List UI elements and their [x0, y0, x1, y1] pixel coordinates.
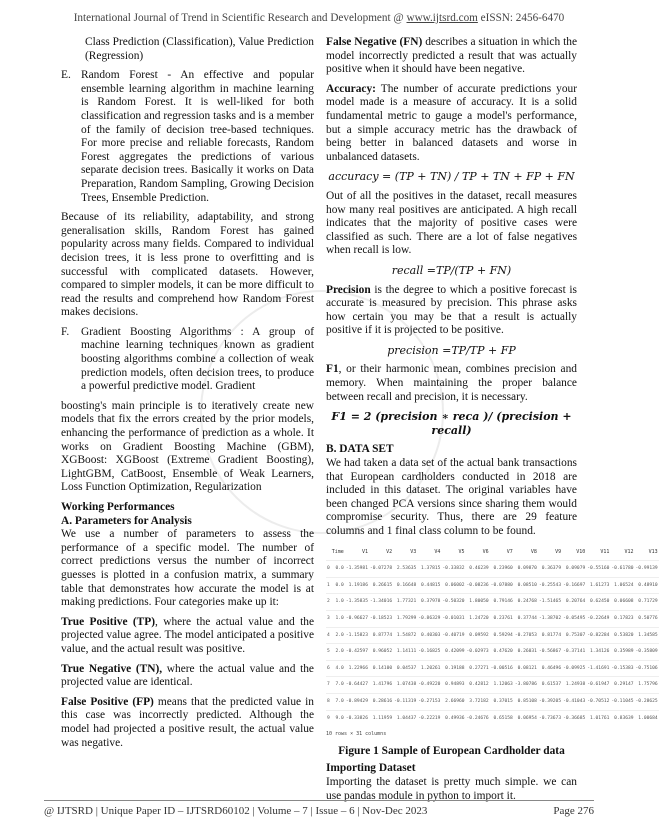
table-cell: 0.37978	[417, 594, 441, 611]
table-cell: -0.16825	[417, 644, 441, 661]
paragraph-true-negative	[61, 663, 314, 690]
table-cell: 0.09870	[514, 561, 538, 578]
table-cell: -0.99139	[635, 561, 659, 578]
table-column-header: V4	[434, 548, 441, 555]
table-cell: -0.27053	[514, 627, 538, 644]
table-cell: 0.26031	[514, 644, 538, 661]
table-cell: -1.51465	[538, 594, 562, 611]
list-text: Random Forest - An effective and popular ensemble learning algorithm in machine learning is Random Forest. It is well-liked for both classification and regression tasks and is a member of the family of decision tree-based techniques. For more precise and reliable forecasts, Random Forest aggregates the predictions of various separate decision trees. Basically it works on Data Preparation, Random Sampling, Growing Decision Trees, Ensemble Prediction.	[81, 69, 314, 204]
subsection-heading: B. DATA SET	[326, 443, 394, 456]
table-cell: 0.0	[331, 577, 345, 594]
table-cell: -0.08236	[466, 577, 490, 594]
table-cell: 0.06954	[514, 710, 538, 726]
table-cell: 1.24938	[562, 677, 586, 694]
subsection-heading: Importing Dataset	[326, 762, 416, 775]
table-cell: 0.87774	[369, 627, 393, 644]
table-cell: 0.65158	[490, 710, 514, 726]
table-cell: -1.15823	[345, 627, 369, 644]
table-cell: 1.19186	[345, 577, 369, 594]
table-cell: -0.89429	[345, 693, 369, 710]
table-cell: -0.02973	[466, 644, 490, 661]
table-footer: 10 rows × 31 columns	[326, 731, 387, 738]
def-precision: is the degree to which a positive forecast is accurate is measured by precision. This phrase asks how certain you may be that a result is actually positive if it is projected to be positive.	[326, 283, 577, 337]
table-row	[326, 627, 659, 644]
table-cell: 1.14111	[393, 644, 417, 661]
table-column-header: V7	[506, 548, 513, 555]
table-cell: 1.54872	[393, 627, 417, 644]
table-cell: 1.24720	[466, 610, 490, 627]
table-cell: -0.75106	[635, 660, 659, 677]
table-cell: 1.37815	[417, 561, 441, 578]
table-cell: -0.09925	[562, 660, 586, 677]
table-cell: 4	[326, 627, 331, 644]
dataset-sample-figure	[326, 545, 658, 742]
table-cell: -0.01031	[441, 610, 465, 627]
table-cell: 4.0	[331, 660, 345, 677]
term-true-negative: True Negative (TN),	[61, 662, 163, 675]
table-cell: -0.33826	[345, 710, 369, 726]
table-cell: -0.07880	[490, 577, 514, 594]
table-cell: 0.04537	[393, 660, 417, 677]
table-cell: -0.36685	[562, 710, 586, 726]
table-cell: -0.11045	[610, 693, 634, 710]
table-cell: 1.34585	[635, 627, 659, 644]
table-cell: -0.15383	[610, 660, 634, 677]
table-cell: 0.44815	[417, 577, 441, 594]
term-true-positive: True Positive (TP)	[61, 615, 156, 628]
table-cell: -0.16697	[562, 577, 586, 594]
term-false-negative: False Negative (FN)	[326, 36, 423, 48]
table-cell: 3.72182	[466, 693, 490, 710]
table-cell: 0.42099	[441, 644, 465, 661]
term-accuracy: Accuracy:	[326, 82, 376, 95]
table-cell: 0.79146	[490, 594, 514, 611]
def-false-positive: means that the predicted value in this case was incorrectly predicted. Although the model had projected a positive result, the actual value was negative.	[61, 695, 314, 749]
footer-info: @ IJTSRD | Unique Paper ID – IJTSRD60102 | Volume – 7 | Issue – 6 | Nov-Dec 2023	[44, 805, 428, 817]
table-column-header: V12	[624, 548, 634, 555]
subsection-heading: A. Parameters for Analysis	[61, 514, 192, 527]
list-marker: E.	[61, 69, 71, 82]
paragraph-false-negative	[326, 36, 577, 77]
term-false-positive: False Positive (FP)	[61, 695, 154, 708]
table-cell: 1.06524	[610, 577, 634, 594]
accuracy-formula: accuracy = (TP + TN) / TP + TN + FP + FN	[328, 170, 575, 184]
table-cell: 6	[326, 660, 331, 677]
table-cell: -0.61780	[610, 561, 634, 578]
table-cell: -0.24676	[466, 710, 490, 726]
paragraph-accuracy	[326, 83, 577, 165]
precision-formula: precision =TP/TP + FP	[387, 343, 516, 357]
table-cell: 7	[326, 677, 331, 694]
table-cell: -0.07278	[369, 561, 393, 578]
paragraph-importing: Importing the dataset is pretty much simple. we can use pandas module in python to import it.	[326, 775, 577, 802]
table-cell: -0.00516	[490, 660, 514, 677]
term-f1: F1	[326, 363, 339, 376]
table-cell: 1.00684	[635, 710, 659, 726]
table-cell: 9.0	[331, 710, 345, 726]
table-cell: 2.0	[331, 644, 345, 661]
table-cell: 2.53635	[393, 561, 417, 578]
right-column	[326, 36, 658, 809]
section-heading: Working Performances	[61, 501, 175, 513]
table-cell: -0.05495	[562, 610, 586, 627]
table-cell: -0.82284	[586, 627, 610, 644]
f1-formula: F1 = 2 (precision ∗ reca )/ (precision + recall)	[331, 410, 572, 437]
table-cell: 2.66960	[441, 693, 465, 710]
figure-caption: Figure 1 Sample of European Cardholder data	[338, 744, 565, 757]
list-text: Gradient Boosting Algorithms : A group of machine learning techniques known as gradient boosting algorithms combine a collection of weak prediction models, often decision trees, to produce a powerful predictive model. Gradient	[81, 325, 314, 393]
table-cell: 9	[326, 710, 331, 726]
table-cell: 0.09592	[466, 627, 490, 644]
paragraph-precision	[326, 284, 577, 338]
dataset-table	[326, 545, 659, 727]
page-footer	[44, 805, 594, 817]
table-cell: -0.28625	[635, 693, 659, 710]
table-cell: 2	[326, 594, 331, 611]
list-marker: F.	[61, 325, 70, 338]
table-cell: 0.50776	[635, 610, 659, 627]
table-row	[326, 710, 659, 726]
table-cell: 0.28616	[369, 693, 393, 710]
table-cell: -0.18523	[369, 610, 393, 627]
table-cell: 0.37015	[490, 693, 514, 710]
table-cell: -0.56867	[538, 644, 562, 661]
table-cell: 0.83639	[610, 710, 634, 726]
def-true-positive: , where the actual value and the projected value agree. The model anticipated a positive value, and the actual result was positive.	[61, 615, 314, 655]
table-cell: -0.70512	[586, 693, 610, 710]
table-column-header: V5	[458, 548, 465, 555]
table-column-header: Time	[331, 548, 344, 555]
table-cell: 0.49936	[441, 710, 465, 726]
table-cell: 0.08510	[514, 577, 538, 594]
table-cell: 0.24768	[514, 594, 538, 611]
table-cell: -0.41043	[562, 693, 586, 710]
table-cell: -0.39205	[538, 693, 562, 710]
list-item-f	[61, 326, 314, 394]
table-cell: -0.61947	[586, 677, 610, 694]
paragraph-random-forest: Because of its reliability, adaptability, and strong generalisation skills, Random Forest has gained popularity across many fields. Compared to individual decision trees, it is less prone to overfitting and is successful with complicated datasets. However, compared to simpler models, it can be more difficult to read the results and comprehend how Random Forest makes decisions.	[61, 211, 314, 319]
table-cell: 7.0	[331, 693, 345, 710]
table-cell: -1.38702	[538, 610, 562, 627]
table-cell: 1.61273	[586, 577, 610, 594]
table-cell: -0.33832	[441, 561, 465, 578]
table-cell: 0	[326, 561, 331, 578]
left-column	[61, 36, 314, 756]
table-cell: 0.46239	[466, 561, 490, 578]
table-cell: 0.27271	[466, 660, 490, 677]
table-row	[326, 577, 659, 594]
table-cell: 0.23960	[490, 561, 514, 578]
paragraph-recall: Out of all the positives in the dataset, recall measures how many real positives are anticipated. A high recall indicates that the majority of positive cases were classified as such. There are a lot of false negatives when recall is low.	[326, 189, 577, 257]
continued-line: Class Prediction (Classification), Value Prediction (Regression)	[85, 36, 314, 62]
table-row	[326, 677, 659, 694]
table-cell: 0.19188	[441, 660, 465, 677]
table-row	[326, 660, 659, 677]
def-false-negative: describes a situation in which the model incorrectly predicted a result that was actually positive when it should have been negative.	[326, 36, 578, 76]
table-cell: -0.50320	[441, 594, 465, 611]
table-cell: 0.46496	[538, 660, 562, 677]
table-cell: -0.86329	[417, 610, 441, 627]
table-row	[326, 610, 659, 627]
table-cell: -0.96627	[345, 610, 369, 627]
table-cell: 0.75307	[562, 627, 586, 644]
table-cell: 1.11959	[369, 710, 393, 726]
table-cell: -0.27153	[417, 693, 441, 710]
table-cell: 0.61537	[538, 677, 562, 694]
table-cell: -0.22219	[417, 710, 441, 726]
table-cell: 0.14100	[369, 660, 393, 677]
table-cell: 0.40303	[417, 627, 441, 644]
table-cell: 0.17823	[610, 610, 634, 627]
table-cell: 0.37744	[514, 610, 538, 627]
table-cell: 2.0	[331, 627, 345, 644]
table-cell: 0.81774	[538, 627, 562, 644]
table-cell: 1.75796	[635, 677, 659, 694]
table-cell: 0.47620	[490, 644, 514, 661]
table-cell: 0.23761	[490, 610, 514, 627]
table-cell: -0.25543	[538, 577, 562, 594]
table-cell: 0.85108	[514, 693, 538, 710]
table-cell: 1.34126	[586, 644, 610, 661]
table-column-header: V9	[555, 548, 562, 555]
table-cell: 1.07438	[393, 677, 417, 694]
table-cell: 8	[326, 693, 331, 710]
table-cell: 1.41796	[369, 677, 393, 694]
table-cell: 0.06608	[610, 594, 634, 611]
table-cell: 1.20261	[417, 660, 441, 677]
table-row	[326, 561, 659, 578]
table-cell: -1.35835	[345, 594, 369, 611]
table-cell: -0.55160	[586, 561, 610, 578]
header-prefix: International Journal of Trend in Scientific Research and Development @	[73, 12, 407, 24]
table-cell: -1.34016	[369, 594, 393, 611]
paragraph-true-positive	[61, 616, 314, 657]
table-cell: -0.64427	[345, 677, 369, 694]
table-cell: 0.26615	[369, 577, 393, 594]
table-cell: 0.06002	[441, 577, 465, 594]
table-cell: 5	[326, 644, 331, 661]
table-column-header: V13	[648, 548, 658, 555]
table-cell: 1.80050	[466, 594, 490, 611]
table-cell: 0.29147	[610, 677, 634, 694]
table-cell: 0.35989	[610, 644, 634, 661]
recall-formula: recall =TP/(TP + FN)	[391, 263, 512, 277]
table-cell: 0.20764	[562, 594, 586, 611]
table-cell: 1.22966	[345, 660, 369, 677]
paragraph-dataset: We had taken a data set of the actual bank transactions that European cardholders conducted in 2018 are included in this dataset. The original variables have been changed PCA versions since sharing them would compromise security. Thus, there are 29 feature columns and 1 final class column to be found.	[326, 457, 577, 537]
table-cell: -0.42597	[345, 644, 369, 661]
paragraph-f1	[326, 363, 577, 404]
table-cell: 0.59294	[490, 627, 514, 644]
table-cell: 0.94893	[441, 677, 465, 694]
table-cell: 7.0	[331, 677, 345, 694]
table-row	[326, 693, 659, 710]
table-column-header: V11	[600, 548, 610, 555]
table-cell: 1.77321	[393, 594, 417, 611]
table-cell: 1.79299	[393, 610, 417, 627]
table-cell: 0.96052	[369, 644, 393, 661]
table-column-header: V2	[386, 548, 393, 555]
def-f1: , or their harmonic mean, combines precision and memory. When maintaining the proper balance between recall and precision, it is necessary.	[326, 363, 577, 403]
paragraph-parameters: We use a number of parameters to assess the performance of a specific model. The number of correct predictions versus the number of incorrect guesses is plotted in a confusion matrix, a summary table that demonstrates how accurate the model is at making predictions. Four categories make up it:	[61, 528, 314, 609]
table-cell: -0.37141	[562, 644, 586, 661]
table-cell: 0.36379	[538, 561, 562, 578]
table-column-header: V3	[410, 548, 417, 555]
table-cell: 0.62450	[586, 594, 610, 611]
table-column-header: V8	[530, 548, 537, 555]
table-cell: 1.04437	[393, 710, 417, 726]
table-cell: -1.35981	[345, 561, 369, 578]
table-cell: 0.0	[331, 561, 345, 578]
table-cell: 1.0	[331, 594, 345, 611]
table-cell: -0.73673	[538, 710, 562, 726]
table-cell: 1.01761	[586, 710, 610, 726]
table-cell: -3.80786	[514, 677, 538, 694]
header-suffix: eISSN: 2456-6470	[477, 12, 565, 24]
table-cell: 0.09079	[562, 561, 586, 578]
list-item-e	[61, 69, 314, 205]
table-cell: -0.40719	[441, 627, 465, 644]
table-cell: -0.49220	[417, 677, 441, 694]
table-cell: 1.12063	[490, 677, 514, 694]
paragraph-false-positive	[61, 696, 314, 750]
page-number: Page 276	[553, 805, 594, 817]
table-cell: 0.08121	[514, 660, 538, 677]
table-column-header: V10	[576, 548, 586, 555]
footer-divider	[44, 800, 594, 801]
table-cell: 0.53820	[610, 627, 634, 644]
table-cell: 0.48910	[635, 577, 659, 594]
table-cell: -0.11319	[393, 693, 417, 710]
table-row	[326, 594, 659, 611]
paragraph-gradient-boosting: boosting's main principle is to iteratively create new models that fix the errors created by the prior models, enhancing the performance of prediction as a whole. It works on Gradient Boosting Machine (GBM), XGBoost: XGBoost (Extreme Gradient Boosting), LightGBM, CatBoost, Ensemble of Weak Learners, Loss Function Optimization, Regularization	[61, 399, 314, 494]
table-cell: 0.16648	[393, 577, 417, 594]
table-cell: -0.22649	[586, 610, 610, 627]
table-cell: -1.41691	[586, 660, 610, 677]
table-cell: 0.42812	[466, 677, 490, 694]
table-cell: 1	[326, 577, 331, 594]
term-precision: Precision	[326, 283, 371, 296]
table-row	[326, 644, 659, 661]
table-cell: -0.35809	[635, 644, 659, 661]
def-accuracy: The number of accurate predictions your model made is a measure of accuracy. It is a solid fundamental metric to gauge a model's performance, but a simple accuracy metric has the drawback of being better in balanced datasets and worse in unbalanced datasets.	[326, 82, 577, 163]
table-column-header: V6	[482, 548, 489, 555]
table-cell: 3	[326, 610, 331, 627]
journal-header	[0, 12, 638, 24]
table-column-header: V1	[361, 548, 368, 555]
journal-site-link[interactable]: www.ijtsrd.com	[406, 12, 478, 24]
table-cell: 0.71729	[635, 594, 659, 611]
table-cell: 1.0	[331, 610, 345, 627]
def-true-negative: where the actual value and the projected value are identical.	[61, 662, 314, 689]
